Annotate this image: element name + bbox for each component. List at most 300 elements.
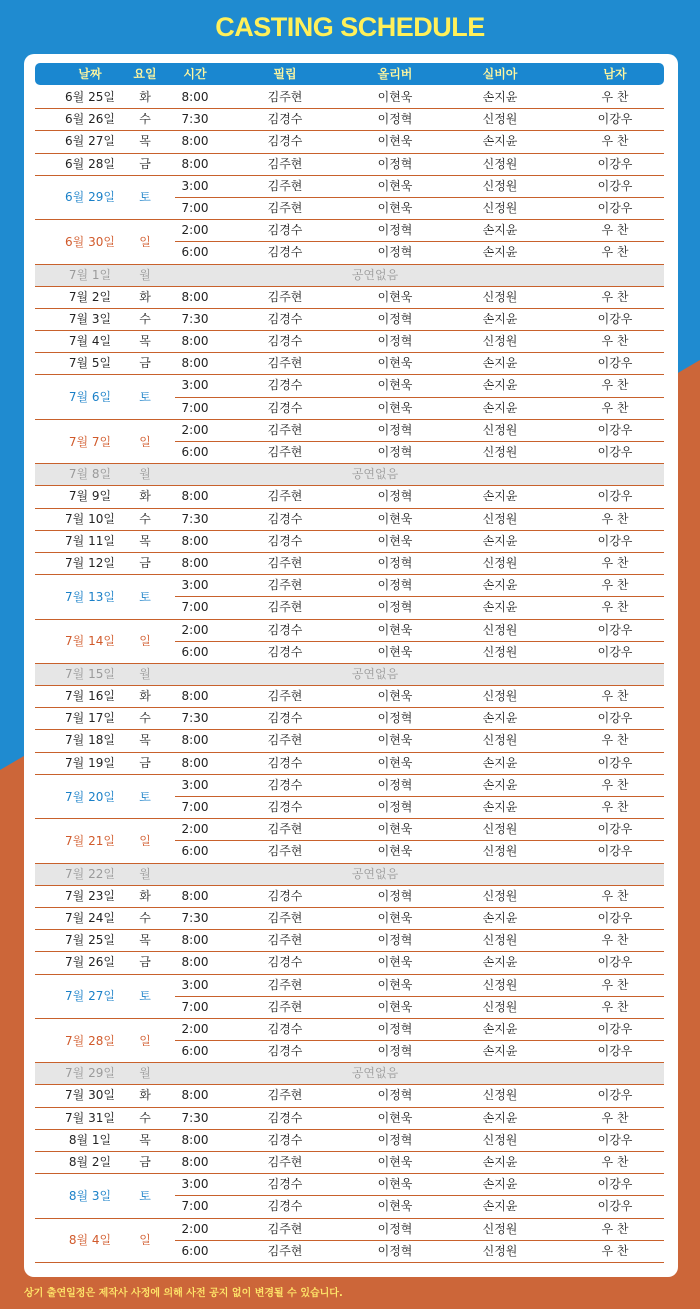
table-row <box>35 730 664 752</box>
oliver-cell: 이현욱 <box>377 689 413 704</box>
day-cell: 일 <box>139 434 151 449</box>
day-group <box>35 864 664 886</box>
date-cell: 7월 18일 <box>65 733 115 748</box>
date-cell: 7월 23일 <box>65 888 115 903</box>
sylvia-cell: 신정원 <box>482 733 518 748</box>
time-cell: 8:00 <box>181 955 209 970</box>
man-cell: 우 찬 <box>601 733 629 748</box>
sylvia-cell: 손지윤 <box>482 910 518 925</box>
sylvia-cell: 손지윤 <box>482 378 518 393</box>
man-cell: 이강우 <box>597 1021 633 1036</box>
man-cell: 이강우 <box>597 156 633 171</box>
time-cell: 7:30 <box>181 910 209 925</box>
sylvia-cell: 신정원 <box>482 555 518 570</box>
sylvia-cell: 손지윤 <box>482 600 518 615</box>
time-cell: 7:30 <box>181 511 209 526</box>
time-cell: 7:00 <box>181 800 209 814</box>
day-group <box>35 531 664 553</box>
day-group <box>35 353 664 375</box>
oliver-cell: 이정혁 <box>377 112 413 127</box>
oliver-cell: 이정혁 <box>377 223 413 238</box>
sylvia-cell: 신정원 <box>482 933 518 948</box>
philip-cell: 김경수 <box>267 334 303 349</box>
table-row <box>35 131 664 153</box>
philip-cell: 김경수 <box>267 1132 303 1147</box>
table-row <box>35 1130 664 1152</box>
day-cell: 토 <box>139 1188 151 1203</box>
oliver-cell: 이정혁 <box>377 555 413 570</box>
man-cell: 이강우 <box>597 200 633 215</box>
day-cell: 토 <box>139 390 151 405</box>
oliver-cell: 이정혁 <box>377 933 413 948</box>
man-cell: 이강우 <box>597 955 633 970</box>
day-cell: 화 <box>139 689 151 704</box>
day-group <box>35 575 664 619</box>
sylvia-cell: 신정원 <box>482 644 518 659</box>
sylvia-cell: 손지윤 <box>482 1110 518 1125</box>
weekend-date-block <box>35 620 175 664</box>
table-row <box>35 553 664 575</box>
philip-cell: 김경수 <box>267 378 303 393</box>
day-group <box>35 287 664 309</box>
sylvia-cell: 신정원 <box>482 511 518 526</box>
date-cell: 7월 31일 <box>65 1110 115 1125</box>
oliver-cell: 이현욱 <box>377 755 413 770</box>
day-cell: 일 <box>139 833 151 848</box>
man-cell: 우 찬 <box>601 578 629 593</box>
oliver-cell: 이현욱 <box>377 733 413 748</box>
header-man: 남자 <box>603 67 627 81</box>
sylvia-cell: 손지윤 <box>482 134 518 149</box>
header-date: 날짜 <box>78 67 102 81</box>
philip-cell: 김경수 <box>267 777 303 792</box>
man-cell: 이강우 <box>597 178 633 193</box>
oliver-cell: 이정혁 <box>377 1088 413 1103</box>
time-cell: 2:00 <box>181 622 209 637</box>
time-cell: 6:00 <box>181 644 209 659</box>
sylvia-cell: 신정원 <box>482 445 518 459</box>
philip-cell: 김주현 <box>267 555 303 570</box>
sylvia-cell: 손지윤 <box>482 777 518 792</box>
date-cell: 7월 26일 <box>65 955 115 970</box>
header-sylvia: 실비아 <box>482 67 518 81</box>
oliver-cell: 이정혁 <box>377 711 413 726</box>
time-cell: 7:30 <box>181 311 209 326</box>
day-cell: 수 <box>139 311 151 326</box>
philip-cell: 김주현 <box>267 999 303 1014</box>
time-cell: 8:00 <box>181 689 209 704</box>
sylvia-cell: 손지윤 <box>482 755 518 770</box>
philip-cell: 김주현 <box>267 445 303 459</box>
philip-cell: 김주현 <box>267 422 303 437</box>
table-row <box>35 952 664 974</box>
day-group <box>35 730 664 752</box>
man-cell: 우 찬 <box>601 555 629 570</box>
philip-cell: 김경수 <box>267 1177 303 1192</box>
oliver-cell: 이정혁 <box>377 1044 413 1059</box>
weekend-date-block <box>35 420 175 464</box>
oliver-cell: 이정혁 <box>377 489 413 504</box>
oliver-cell: 이정혁 <box>377 156 413 171</box>
philip-cell: 김경수 <box>267 711 303 726</box>
time-cell: 8:00 <box>181 134 209 149</box>
man-cell: 이강우 <box>597 1132 633 1147</box>
day-group <box>35 819 664 863</box>
oliver-cell: 이현욱 <box>377 90 413 104</box>
day-group <box>35 176 664 220</box>
sylvia-cell: 손지윤 <box>482 955 518 970</box>
sylvia-cell: 신정원 <box>482 999 518 1014</box>
date-cell: 6월 30일 <box>65 234 115 249</box>
philip-cell: 김경수 <box>267 1021 303 1036</box>
time-cell: 3:00 <box>181 777 209 792</box>
header-oliver: 올리버 <box>377 67 413 81</box>
time-cell: 7:00 <box>181 1199 209 1214</box>
date-cell: 7월 5일 <box>68 356 112 371</box>
oliver-cell: 이현욱 <box>377 134 413 149</box>
day-cell: 화 <box>139 289 151 304</box>
date-cell: 7월 7일 <box>68 434 112 449</box>
weekend-date-block <box>35 975 175 1019</box>
day-group <box>35 131 664 153</box>
time-cell: 8:00 <box>181 1155 209 1169</box>
day-cell: 일 <box>139 1033 151 1048</box>
philip-cell: 김경수 <box>267 800 303 814</box>
man-cell: 이강우 <box>597 1088 633 1103</box>
table-header <box>35 63 664 85</box>
sylvia-cell: 손지윤 <box>482 1177 518 1192</box>
weekend-date-block <box>35 1174 175 1218</box>
table-row <box>35 686 664 708</box>
oliver-cell: 이정혁 <box>377 311 413 326</box>
day-cell: 수 <box>139 1110 151 1125</box>
weekend-date-block <box>35 775 175 819</box>
sylvia-cell: 손지윤 <box>482 711 518 726</box>
man-cell: 우 찬 <box>601 334 629 349</box>
day-group <box>35 1108 664 1130</box>
day-group <box>35 708 664 730</box>
oliver-cell: 이현욱 <box>377 200 413 215</box>
date-cell: 6월 29일 <box>65 190 115 205</box>
table-row <box>35 331 664 353</box>
oliver-cell: 이정혁 <box>377 445 413 459</box>
philip-cell: 김경수 <box>267 400 303 415</box>
day-cell: 토 <box>139 789 151 804</box>
day-group <box>35 686 664 708</box>
philip-cell: 김주현 <box>267 600 303 615</box>
date-cell: 7월 29일 <box>65 1066 115 1081</box>
sylvia-cell: 신정원 <box>482 1221 518 1236</box>
table-row <box>35 908 664 930</box>
time-cell: 8:00 <box>181 1088 209 1103</box>
man-cell: 이강우 <box>597 489 633 504</box>
philip-cell: 김경수 <box>267 511 303 526</box>
day-group <box>35 1130 664 1152</box>
day-group <box>35 753 664 775</box>
man-cell: 이강우 <box>597 910 633 925</box>
time-cell: 8:00 <box>181 933 209 948</box>
table-row <box>35 708 664 730</box>
day-cell: 월 <box>139 1066 151 1081</box>
day-group <box>35 309 664 331</box>
oliver-cell: 이현욱 <box>377 822 413 837</box>
sylvia-cell: 손지윤 <box>482 311 518 326</box>
day-cell: 목 <box>139 1132 151 1147</box>
man-cell: 이강우 <box>597 1044 633 1059</box>
time-cell: 2:00 <box>181 822 209 837</box>
philip-cell: 김경수 <box>267 755 303 770</box>
date-cell: 7월 13일 <box>65 589 115 604</box>
oliver-cell: 이정혁 <box>377 600 413 615</box>
philip-cell: 김주현 <box>267 689 303 704</box>
date-cell: 7월 30일 <box>65 1088 115 1103</box>
day-cell: 목 <box>139 533 151 548</box>
sylvia-cell: 손지윤 <box>482 800 518 814</box>
sylvia-cell: 신정원 <box>482 844 518 859</box>
oliver-cell: 이현욱 <box>377 1155 413 1169</box>
day-cell: 금 <box>139 555 151 570</box>
day-group <box>35 620 664 664</box>
time-cell: 8:00 <box>181 489 209 504</box>
man-cell: 우 찬 <box>601 511 629 526</box>
day-group <box>35 87 664 109</box>
date-cell: 6월 28일 <box>65 156 115 171</box>
no-show-row <box>35 464 664 486</box>
weekend-date-block <box>35 375 175 419</box>
table-row <box>35 531 664 553</box>
sylvia-cell: 손지윤 <box>482 1044 518 1059</box>
no-show-row <box>35 265 664 287</box>
sylvia-cell: 신정원 <box>482 200 518 215</box>
table-row <box>35 486 664 508</box>
man-cell: 이강우 <box>597 445 633 459</box>
no-show-label: 공연없음 <box>351 866 399 881</box>
oliver-cell: 이정혁 <box>377 1132 413 1147</box>
no-show-label: 공연없음 <box>351 1066 399 1081</box>
man-cell: 이강우 <box>597 622 633 637</box>
man-cell: 이강우 <box>597 844 633 859</box>
oliver-cell: 이현욱 <box>377 910 413 925</box>
day-group <box>35 1019 664 1063</box>
philip-cell: 김경수 <box>267 223 303 238</box>
date-cell: 7월 16일 <box>65 689 115 704</box>
philip-cell: 김경수 <box>267 311 303 326</box>
date-cell: 7월 21일 <box>65 833 115 848</box>
time-cell: 6:00 <box>181 245 209 260</box>
oliver-cell: 이현욱 <box>377 844 413 859</box>
date-cell: 7월 6일 <box>68 390 112 405</box>
man-cell: 이강우 <box>597 755 633 770</box>
day-group <box>35 331 664 353</box>
time-cell: 7:00 <box>181 200 209 215</box>
day-group <box>35 486 664 508</box>
man-cell: 우 찬 <box>601 888 629 903</box>
day-group <box>35 420 664 464</box>
date-cell: 8월 3일 <box>68 1188 112 1203</box>
day-group <box>35 1219 664 1263</box>
philip-cell: 김경수 <box>267 644 303 659</box>
no-show-row <box>35 864 664 886</box>
oliver-cell: 이현욱 <box>377 289 413 304</box>
philip-cell: 김주현 <box>267 977 303 992</box>
man-cell: 이강우 <box>597 644 633 659</box>
man-cell: 우 찬 <box>601 600 629 615</box>
time-cell: 7:00 <box>181 400 209 415</box>
date-cell: 7월 2일 <box>68 289 112 304</box>
day-cell: 수 <box>139 511 151 526</box>
man-cell: 우 찬 <box>601 933 629 948</box>
day-cell: 월 <box>139 866 151 881</box>
philip-cell: 김경수 <box>267 134 303 149</box>
philip-cell: 김경수 <box>267 1199 303 1214</box>
day-cell: 금 <box>139 955 151 970</box>
man-cell: 우 찬 <box>601 90 629 104</box>
day-group <box>35 1174 664 1218</box>
oliver-cell: 이정혁 <box>377 1243 413 1258</box>
man-cell: 우 찬 <box>601 689 629 704</box>
page-title: CASTING SCHEDULE <box>215 12 485 42</box>
day-cell: 금 <box>139 1155 151 1169</box>
day-cell: 일 <box>139 1233 151 1248</box>
table-row <box>35 87 664 109</box>
philip-cell: 김주현 <box>267 1088 303 1103</box>
table-row <box>35 1108 664 1130</box>
time-cell: 3:00 <box>181 378 209 393</box>
no-show-label: 공연없음 <box>351 467 399 482</box>
day-group <box>35 908 664 930</box>
time-cell: 7:00 <box>181 600 209 615</box>
sylvia-cell: 신정원 <box>482 422 518 437</box>
man-cell: 우 찬 <box>601 223 629 238</box>
man-cell: 우 찬 <box>601 1243 629 1258</box>
day-cell: 수 <box>139 711 151 726</box>
day-cell: 목 <box>139 733 151 748</box>
philip-cell: 김주현 <box>267 933 303 948</box>
oliver-cell: 이정혁 <box>377 800 413 814</box>
sylvia-cell: 신정원 <box>482 622 518 637</box>
day-group <box>35 109 664 131</box>
day-group <box>35 1152 664 1174</box>
oliver-cell: 이정혁 <box>377 1021 413 1036</box>
weekend-date-block <box>35 176 175 220</box>
day-group <box>35 775 664 819</box>
man-cell: 이강우 <box>597 1177 633 1192</box>
date-cell: 7월 28일 <box>65 1033 115 1048</box>
date-cell: 7월 15일 <box>65 666 115 681</box>
oliver-cell: 이정혁 <box>377 422 413 437</box>
sylvia-cell: 신정원 <box>482 334 518 349</box>
man-cell: 우 찬 <box>601 1221 629 1236</box>
day-group <box>35 664 664 686</box>
table-row <box>35 930 664 952</box>
time-cell: 8:00 <box>181 334 209 349</box>
day-cell: 목 <box>139 334 151 349</box>
day-cell: 월 <box>139 467 151 482</box>
man-cell: 우 찬 <box>601 999 629 1014</box>
date-cell: 8월 1일 <box>68 1132 112 1147</box>
time-cell: 6:00 <box>181 445 209 459</box>
philip-cell: 김경수 <box>267 1044 303 1059</box>
time-cell: 8:00 <box>181 533 209 548</box>
time-cell: 8:00 <box>181 156 209 171</box>
header-philip: 필립 <box>273 67 297 81</box>
man-cell: 이강우 <box>597 112 633 127</box>
time-cell: 8:00 <box>181 1132 209 1147</box>
oliver-cell: 이현욱 <box>377 533 413 548</box>
time-cell: 7:30 <box>181 1110 209 1125</box>
philip-cell: 김주현 <box>267 156 303 171</box>
date-cell: 7월 24일 <box>65 910 115 925</box>
philip-cell: 김주현 <box>267 178 303 193</box>
time-cell: 8:00 <box>181 755 209 770</box>
day-group <box>35 975 664 1019</box>
oliver-cell: 이현욱 <box>377 999 413 1014</box>
date-cell: 7월 25일 <box>65 933 115 948</box>
time-cell: 3:00 <box>181 578 209 593</box>
philip-cell: 김주현 <box>267 1243 303 1258</box>
philip-cell: 김경수 <box>267 955 303 970</box>
man-cell: 우 찬 <box>601 245 629 260</box>
weekend-date-block <box>35 819 175 863</box>
sylvia-cell: 신정원 <box>482 156 518 171</box>
weekend-date-block <box>35 220 175 264</box>
time-cell: 8:00 <box>181 90 209 104</box>
sylvia-cell: 손지윤 <box>482 223 518 238</box>
day-cell: 월 <box>139 267 151 282</box>
philip-cell: 김주현 <box>267 844 303 859</box>
date-cell: 7월 10일 <box>65 511 115 526</box>
oliver-cell: 이정혁 <box>377 777 413 792</box>
date-cell: 7월 3일 <box>68 311 112 326</box>
sylvia-cell: 신정원 <box>482 178 518 193</box>
day-cell: 월 <box>139 666 151 681</box>
philip-cell: 김주현 <box>267 200 303 215</box>
time-cell: 8:00 <box>181 289 209 304</box>
sylvia-cell: 손지윤 <box>482 489 518 504</box>
sylvia-cell: 신정원 <box>482 1132 518 1147</box>
oliver-cell: 이정혁 <box>377 245 413 260</box>
date-cell: 8월 2일 <box>68 1155 112 1169</box>
man-cell: 이강우 <box>597 311 633 326</box>
weekend-date-block <box>35 1019 175 1063</box>
day-cell: 목 <box>139 134 151 149</box>
sylvia-cell: 신정원 <box>482 112 518 127</box>
day-cell: 수 <box>139 112 151 127</box>
oliver-cell: 이정혁 <box>377 1221 413 1236</box>
table-row <box>35 1085 664 1107</box>
day-group <box>35 952 664 974</box>
sylvia-cell: 신정원 <box>482 289 518 304</box>
oliver-cell: 이현욱 <box>377 356 413 371</box>
time-cell: 8:00 <box>181 555 209 570</box>
time-cell: 2:00 <box>181 223 209 238</box>
day-cell: 화 <box>139 888 151 903</box>
sylvia-cell: 손지윤 <box>482 400 518 415</box>
no-show-label: 공연없음 <box>351 666 399 681</box>
philip-cell: 김경수 <box>267 112 303 127</box>
header-time: 시간 <box>183 67 207 81</box>
man-cell: 우 찬 <box>601 977 629 992</box>
man-cell: 이강우 <box>597 356 633 371</box>
table-row <box>35 109 664 131</box>
oliver-cell: 이정혁 <box>377 334 413 349</box>
sylvia-cell: 손지윤 <box>482 1155 518 1169</box>
day-group <box>35 930 664 952</box>
time-cell: 6:00 <box>181 1243 209 1258</box>
day-group <box>35 464 664 486</box>
philip-cell: 김주현 <box>267 1155 303 1169</box>
philip-cell: 김주현 <box>267 489 303 504</box>
